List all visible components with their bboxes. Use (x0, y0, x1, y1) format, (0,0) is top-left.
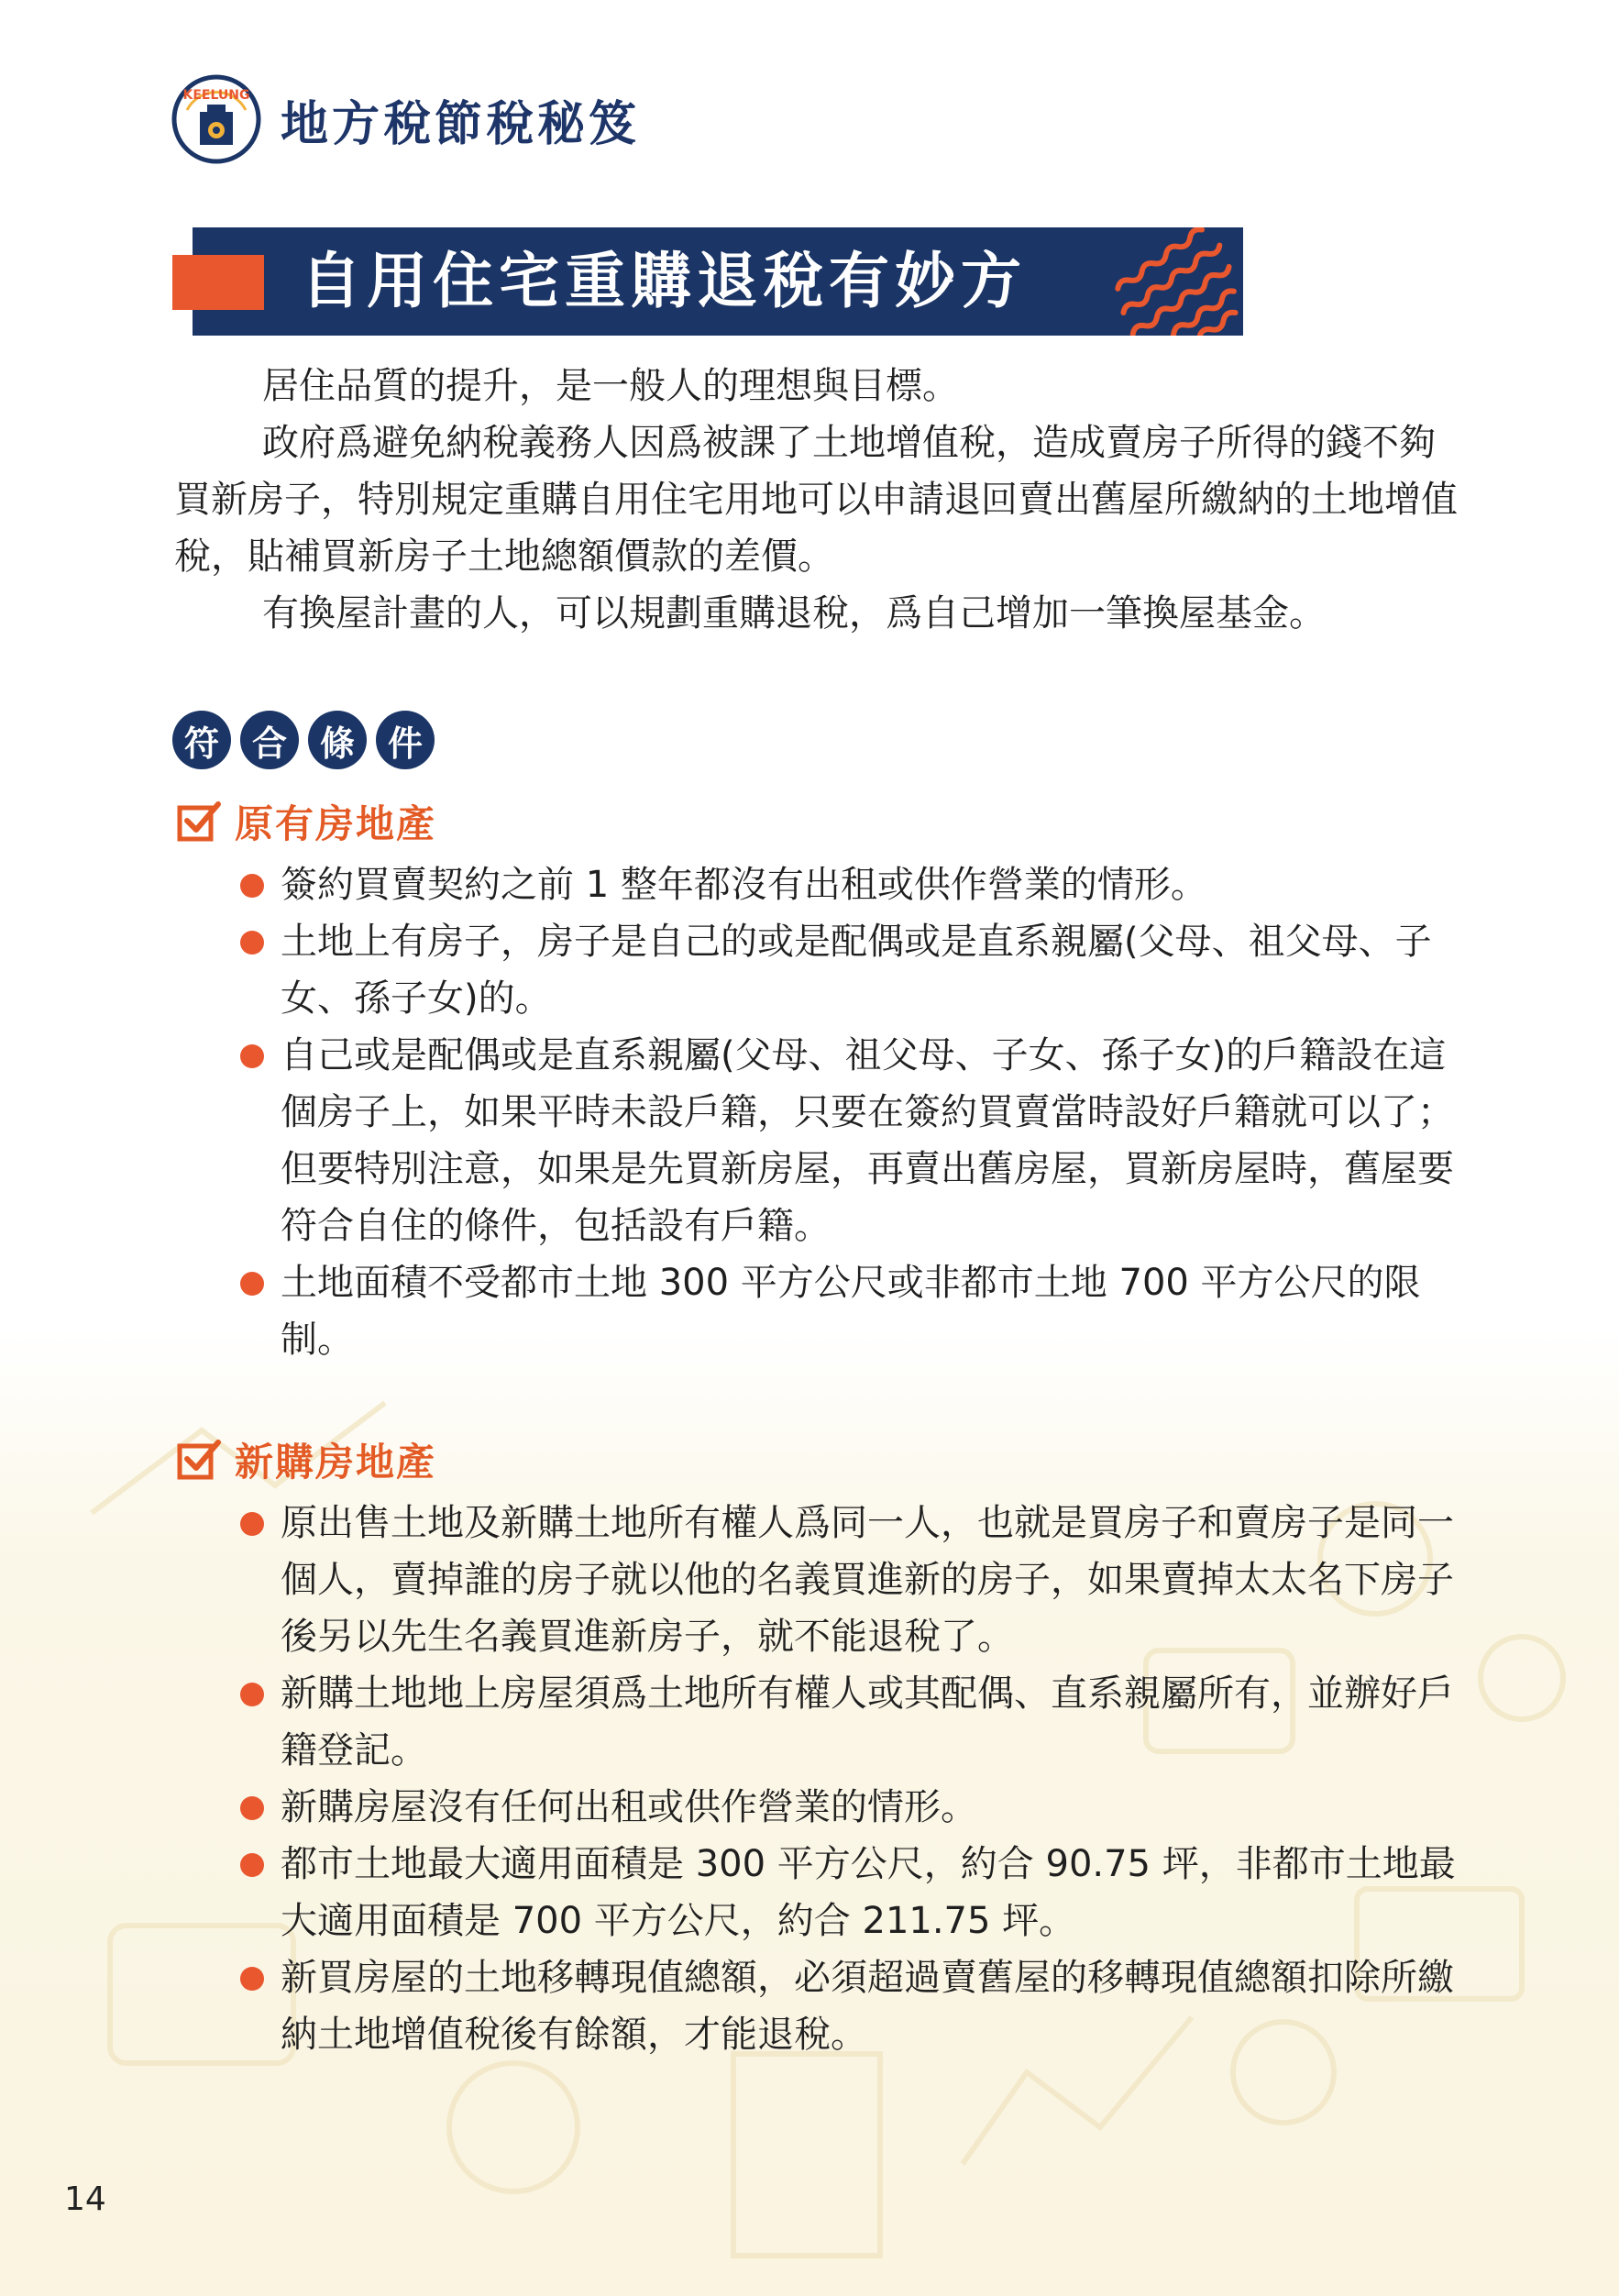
new-property-list (240, 1495, 1459, 2063)
svg-text:KEELUNG: KEELUNG (182, 88, 250, 103)
section-char: 合 (240, 711, 299, 769)
list-item: 土地上有房子，房子是自己的或是配偶或是直系親屬(父母、祖父母、子女、孫子女)的。 (240, 913, 1459, 1027)
title-banner (172, 227, 1243, 336)
list-item: 新購房屋沒有任何出租或供作營業的情形。 (240, 1779, 1459, 1836)
bullet-dot-icon (240, 931, 264, 955)
intro-paragraph: 有換屋計畫的人，可以規劃重購退稅，爲自己增加一筆換屋基金。 (262, 592, 1326, 635)
section-char: 條 (308, 711, 367, 769)
header-title: 地方稅節稅秘笈 (281, 96, 641, 152)
intro-paragraph: 居住品質的提升，是一般人的理想與目標。 (262, 365, 959, 407)
subheading-text: 新購房地產 (235, 1440, 437, 1485)
section-char: 件 (376, 711, 435, 769)
bullet-dot-icon (240, 1853, 264, 1877)
keelung-logo (171, 73, 262, 165)
banner-accent-inner (193, 255, 264, 310)
list-item: 都市土地最大適用面積是 300 平方公尺，約合 90.75 坪，非都市土地最大適用面積是 700 平方公尺，約合 211.75 坪。 (240, 1836, 1459, 1949)
bullet-dot-icon (240, 874, 264, 898)
page-number: 14 (64, 2180, 106, 2218)
list-item: 簽約買賣契約之前 1 整年都沒有出租或供作營業的情形。 (240, 856, 1459, 913)
section-heading-conditions (172, 711, 435, 769)
list-item: 原出售土地及新購土地所有權人爲同一人，也就是買房子和賣房子是同一個人，賣掉誰的房子就以他的名義買進新的房子，如果賣掉太太名下房子後另以先生名義買進新房子，就不能退稅了。 (240, 1495, 1459, 1665)
bullet-dot-icon (240, 1044, 264, 1068)
wave-pattern-icon (1106, 227, 1243, 336)
page-title: 自用住宅重購退稅有妙方 (301, 246, 1027, 316)
list-item: 新購土地地上房屋須爲土地所有權人或其配偶、直系親屬所有，並辦好戶籍登記。 (240, 1665, 1459, 1779)
checkbox-checked-icon (176, 799, 222, 844)
bullet-dot-icon (240, 1272, 264, 1296)
section-char: 符 (172, 711, 231, 769)
bullet-dot-icon (240, 1796, 264, 1820)
subheading-original-property (176, 794, 436, 849)
bullet-dot-icon (240, 1967, 264, 1991)
page-header (171, 64, 640, 174)
list-item: 自己或是配偶或是直系親屬(父母、祖父母、子女、孫子女)的戶籍設在這個房子上，如果平時未設戶籍，只要在簽約買賣當時設好戶籍就可以了；但要特別注意，如果是先買新房屋，再賣出舊房屋，買新房屋時，舊屋要符合自住的條件，包括設有戶籍。 (240, 1027, 1459, 1254)
list-item: 土地面積不受都市土地 300 平方公尺或非都市土地 700 平方公尺的限制。 (240, 1254, 1459, 1368)
bullet-dot-icon (240, 1683, 264, 1706)
checkbox-checked-icon (176, 1437, 222, 1483)
subheading-text: 原有房地產 (235, 801, 437, 846)
list-item: 新買房屋的土地移轉現值總額，必須超過賣舊屋的移轉現值總額扣除所繳納土地增值稅後有餘額，才能退稅。 (240, 1949, 1459, 2063)
intro-text (174, 358, 1458, 642)
original-property-list (240, 856, 1459, 1368)
intro-paragraph: 政府爲避免納稅義務人因爲被課了土地增值稅，造成賣房子所得的錢不夠買新房子，特別規定重購自用住宅用地可以申請退回賣出舊屋所繳納的土地增值稅，貼補買新房子土地總額價款的差價。 (174, 422, 1458, 578)
bullet-dot-icon (240, 1512, 264, 1536)
subheading-new-property (176, 1432, 436, 1487)
